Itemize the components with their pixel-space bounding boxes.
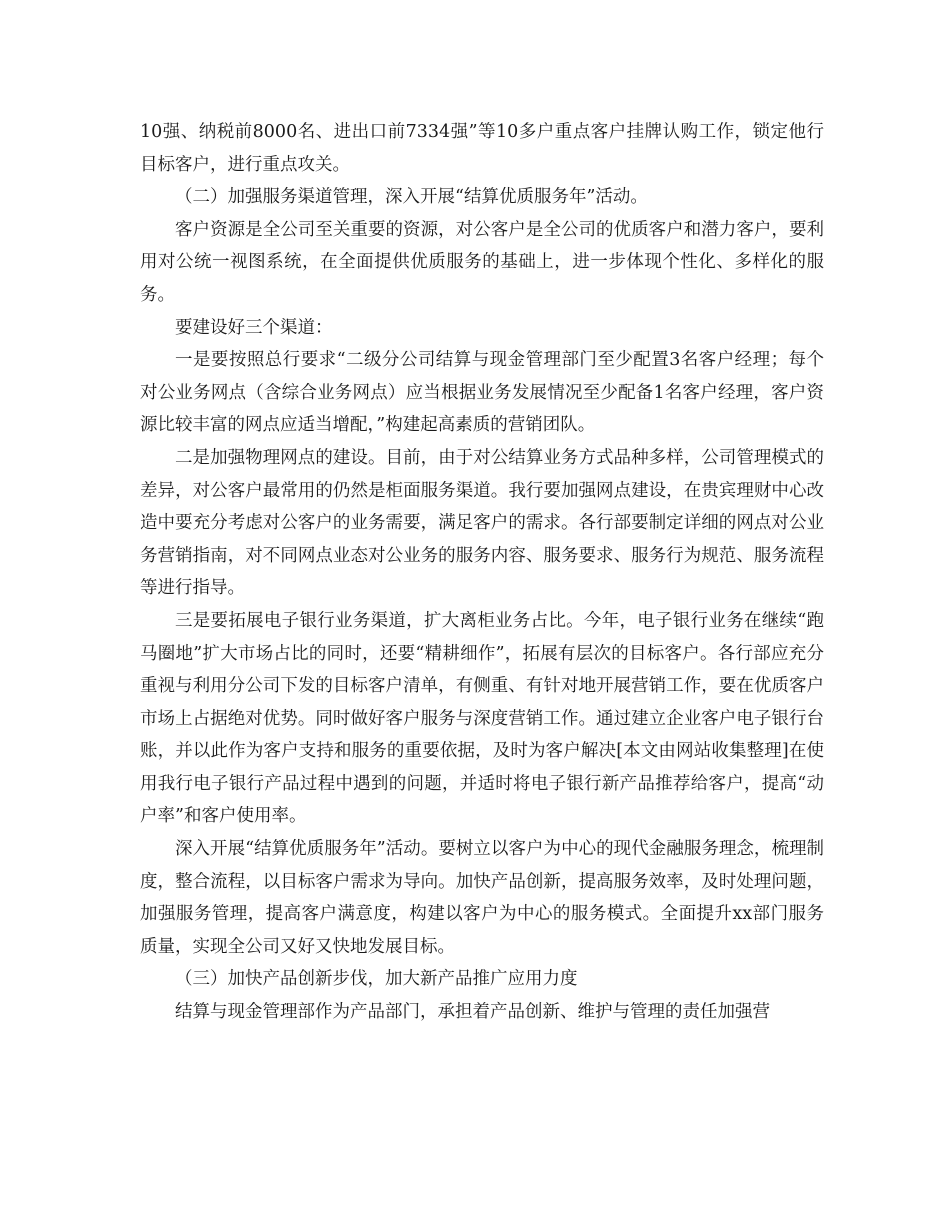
section-heading-2: （二）加强服务渠道管理，深入开展“结算优质服务年”活动。: [175, 187, 648, 208]
document-body: [140, 116, 824, 1029]
paragraph-product-department: 结算与现金管理部作为产品部门，承担着产品创新、维护与管理的责任加强营: [175, 1002, 770, 1023]
paragraph-channel-two: 二是加强物理网点的建设。目前，由于对公结算业务方式品种多样，公司管理模式的差异，对公客户最常用的仍然是柜面服务渠道。我行要加强网点建设，在贵宾理财中心改造中要充分考虑对公客户的业务需要，满足客户的需求。各行部要制定详细的网点对公业务营销指南，对不同网点业态对公业务的服务内容、服务要求、服务行为规范、服务流程等进行指导。: [140, 447, 824, 599]
paragraph-channel-one: 一是要按照总行要求“二级分公司结算与现金管理部门至少配置3名客户经理；每个对公业务网点（含综合业务网点）应当根据业务发展情况至少配备1名客户经理，客户资源比较丰富的网点应适当增配，”构建起高素质的营销团队。: [140, 350, 824, 436]
paragraph-three-channels-intro: 要建设好三个渠道：: [175, 317, 333, 338]
paragraph-continued-targets: 10强、纳税前8000名、进出口前7334强”等10多户重点客户挂牌认购工作，锁定他行目标客户，进行重点攻关。: [140, 122, 824, 175]
paragraph-channel-three: 三是要拓展电子银行业务渠道，扩大离柜业务占比。今年，电子银行业务在继续“跑马圈地”扩大市场占比的同时，还要“精耕细作”，拓展有层次的目标客户。各行部应充分重视与利用分公司下发的目标客户清单，有侧重、有针对地开展营销工作，要在优质客户市场上占据绝对优势。同时做好客户服务与深度营销工作。通过建立企业客户电子银行台账，并以此作为客户支持和服务的重要依据，及时为客户解决[本文由网站收集整理]在使用我行电子银行产品过程中遇到的问题，并适时将电子银行新产品推荐给客户，提高“动户率”和客户使用率。: [140, 610, 824, 827]
paragraph-service-year: 深入开展“结算优质服务年”活动。要树立以客户为中心的现代金融服务理念，梳理制度，整合流程，以目标客户需求为导向。加快产品创新，提高服务效率，及时处理问题，加强服务管理，提高客户满意度，构建以客户为中心的服务模式。全面提升xx部门服务质量，实现全公司又好又快地发展目标。: [140, 839, 824, 957]
section-heading-3: （三）加快产品创新步伐，加大新产品推广应用力度: [175, 969, 578, 990]
paragraph-customer-resources: 客户资源是全公司至关重要的资源，对公客户是全公司的优质客户和潜力客户，要利用对公统一视图系统，在全面提供优质服务的基础上，进一步体现个性化、多样化的服务。: [140, 219, 824, 305]
